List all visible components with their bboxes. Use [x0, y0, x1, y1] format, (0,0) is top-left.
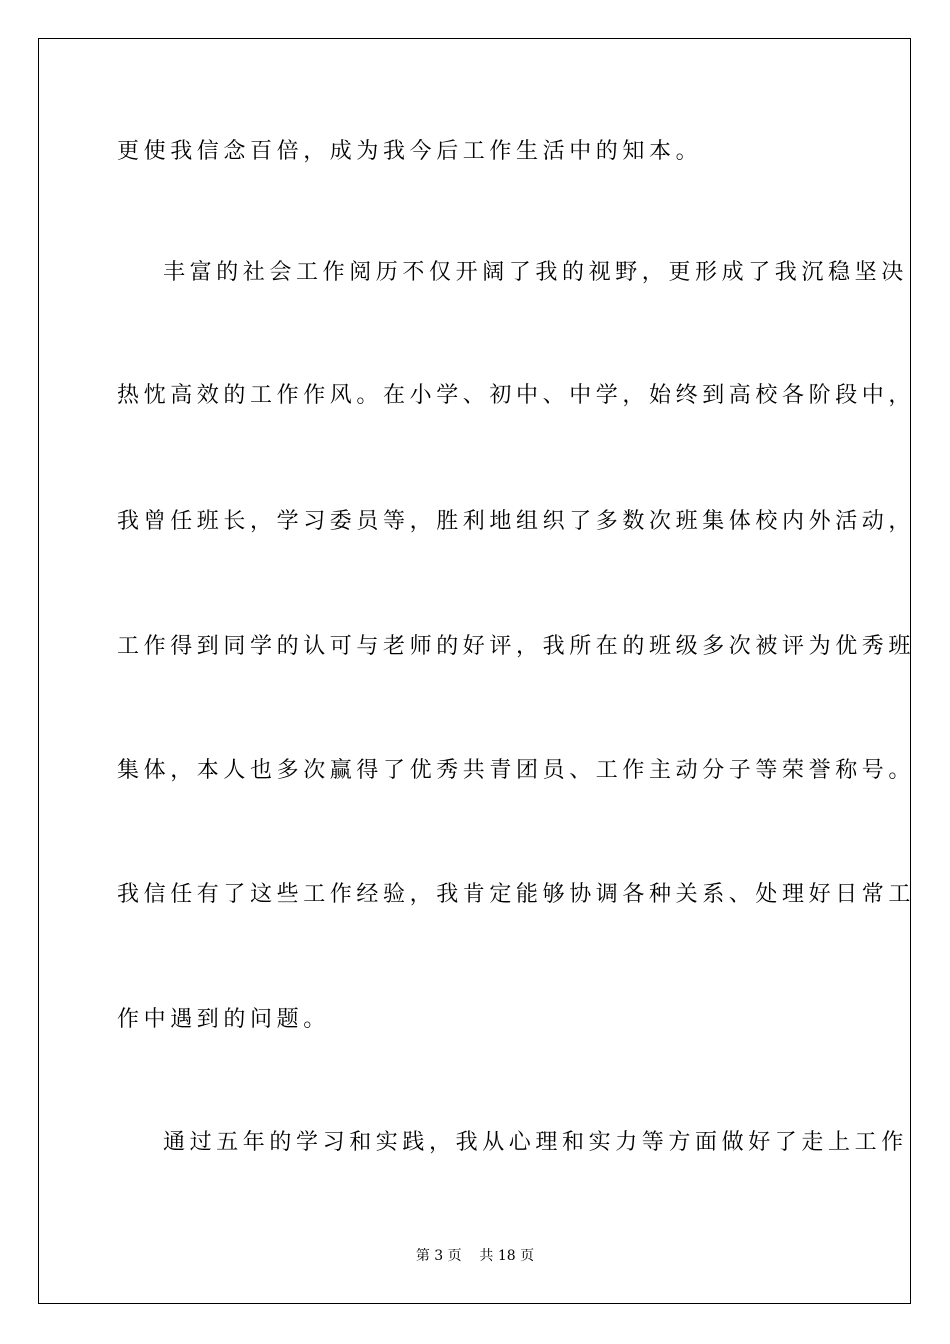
- text-line: 集体，本人也多次赢得了优秀共青团员、工作主动分子等荣誉称号。: [117, 758, 916, 783]
- paragraph-start-line: 丰富的社会工作阅历不仅开阔了我的视野，更形成了我沉稳坚决: [163, 260, 908, 285]
- text-line: 作中遇到的问题。: [117, 1007, 330, 1032]
- page-number-footer: 第 3 页 共 18 页: [415, 1248, 535, 1264]
- text-line: 热忱高效的工作作风。在小学、初中、中学，始终到高校各阶段中，: [117, 383, 916, 408]
- text-line: 工作得到同学的认可与老师的好评，我所在的班级多次被评为优秀班: [117, 634, 916, 659]
- paragraph-start-line: 通过五年的学习和实践，我从心理和实力等方面做好了走上工作: [163, 1130, 908, 1155]
- text-line: 我信任有了这些工作经验，我肯定能够协调各种关系、处理好日常工: [117, 882, 916, 907]
- text-line: 我曾任班长，学习委员等，胜利地组织了多数次班集体校内外活动，: [117, 509, 916, 534]
- page-border: [38, 38, 916, 1304]
- text-line: 更使我信念百倍，成为我今后工作生活中的知本。: [117, 139, 703, 164]
